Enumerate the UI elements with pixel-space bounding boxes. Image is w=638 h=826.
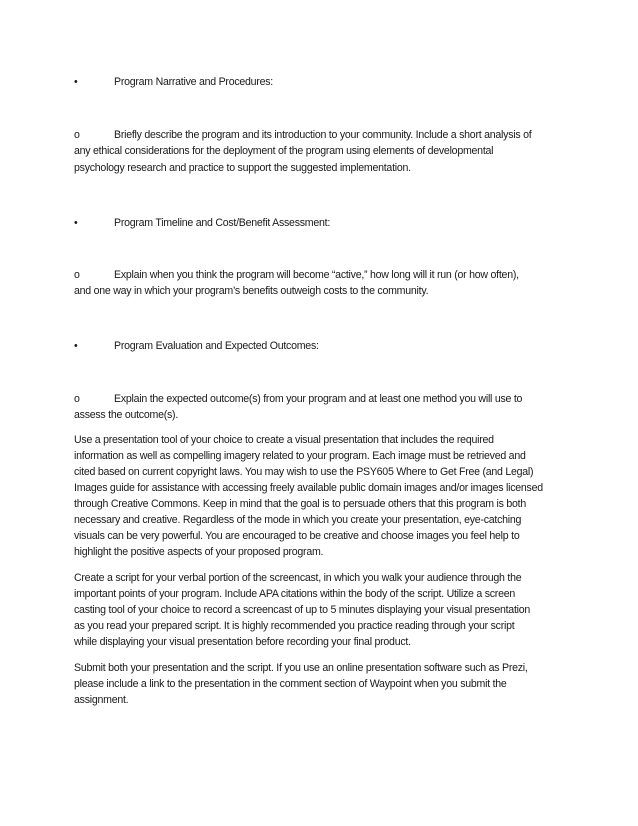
sub-bullet-marker: o xyxy=(74,269,80,281)
item-evaluation-line: assess the outcome(s). xyxy=(74,409,179,421)
item-narrative-line: any ethical considerations for the deployment of the program using elements of developmental xyxy=(74,145,494,157)
item-narrative-line: psychology research and practice to support the suggested implementation. xyxy=(74,162,411,174)
paragraph-presentation-line: Use a presentation tool of your choice to create a visual presentation that includes the required xyxy=(74,434,494,446)
paragraph-presentation-line: Images guide for assistance with accessing freely available public domain images and/or images licensed xyxy=(74,482,543,494)
paragraph-presentation-line: information as well as compelling imagery related to your program. Each image must be retrieved and xyxy=(74,450,526,462)
sub-bullet-marker: o xyxy=(74,129,80,141)
section-heading-evaluation: Program Evaluation and Expected Outcomes: xyxy=(114,340,319,352)
paragraph-submit-line: please include a link to the presentation in the comment section of Waypoint when you submit the xyxy=(74,678,507,690)
bullet-marker: • xyxy=(74,217,78,229)
section-heading-narrative: Program Narrative and Procedures: xyxy=(114,76,273,88)
bullet-marker: • xyxy=(74,340,78,352)
paragraph-presentation-line: visuals can be very powerful. You are encouraged to be creative and choose images you feel help to xyxy=(74,530,520,542)
item-timeline-line: Explain when you think the program will become “active,” how long will it run (or how often), xyxy=(114,269,519,281)
paragraph-script-line: Create a script for your verbal portion of the screencast, in which you walk your audience through the xyxy=(74,572,522,584)
paragraph-script-line: while displaying your visual presentation before recording your final product. xyxy=(74,636,411,648)
paragraph-script-line: as you read your prepared script. It is highly recommended you practice reading through your script xyxy=(74,620,515,632)
paragraph-submit-line: assignment. xyxy=(74,694,129,706)
paragraph-presentation-line: cited based on current copyright laws. You may wish to use the PSY605 Where to Get Free (and Legal) xyxy=(74,466,534,478)
item-narrative-line: Briefly describe the program and its introduction to your community. Include a short analysis of xyxy=(114,129,532,141)
paragraph-presentation-line: through Creative Commons. Keep in mind that the goal is to persuade others that this program is both xyxy=(74,498,526,510)
paragraph-presentation-line: highlight the positive aspects of your proposed program. xyxy=(74,546,324,558)
sub-bullet-marker: o xyxy=(74,393,80,405)
section-heading-timeline: Program Timeline and Cost/Benefit Assessment: xyxy=(114,217,331,229)
paragraph-script-line: casting tool of your choice to record a screencast of up to 5 minutes displaying your visual presentation xyxy=(74,604,531,616)
item-timeline-line: and one way in which your program’s benefits outweigh costs to the community. xyxy=(74,285,429,297)
paragraph-submit-line: Submit both your presentation and the script. If you use an online presentation software such as Prezi, xyxy=(74,662,528,674)
paragraph-script-line: important points of your program. Include APA citations within the body of the script. Utilize a screen xyxy=(74,588,515,600)
bullet-marker: • xyxy=(74,76,78,88)
paragraph-presentation-line: necessary and creative. Regardless of the mode in which you create your presentation, eye-catching xyxy=(74,514,522,526)
item-evaluation-line: Explain the expected outcome(s) from your program and at least one method you will use to xyxy=(114,393,523,405)
